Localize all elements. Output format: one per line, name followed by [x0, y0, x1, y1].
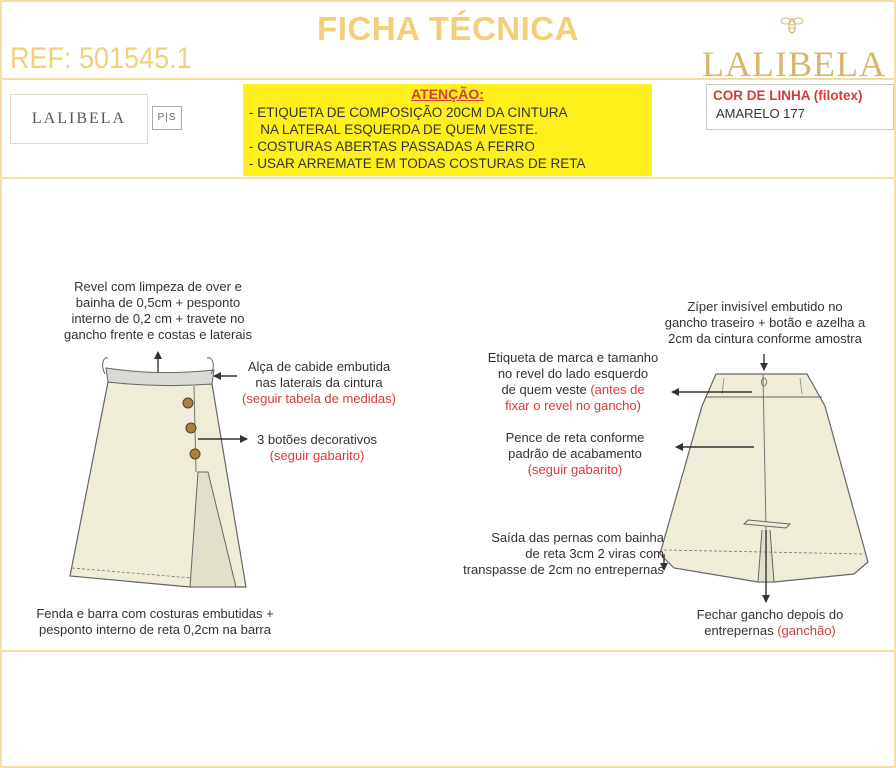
note-line: interno de 0,2 cm + travete no — [71, 311, 245, 326]
note-text: (antes de — [590, 382, 645, 397]
note-text: de quem veste — [501, 382, 591, 397]
note-line: gancho frente e costas e laterais — [64, 327, 252, 342]
note-line: Revel com limpeza de over e — [74, 279, 242, 294]
note-line: transpasse de 2cm no entrepernas — [463, 562, 664, 577]
decorative-button — [183, 398, 193, 408]
saida-note — [432, 530, 664, 578]
note-line: (seguir gabarito) — [269, 448, 365, 463]
note-line: no revel do lado esquerdo — [497, 366, 649, 381]
note-line: (seguir gabarito) — [527, 462, 623, 477]
note-line — [468, 382, 678, 398]
decorative-button — [186, 423, 196, 433]
attention-line: - ETIQUETA DE COMPOSIÇÃO 20CM DA CINTURA — [249, 105, 568, 120]
reference-code: REF: 501545.1 — [10, 42, 192, 75]
alca-note — [224, 359, 414, 407]
brand-name: LALIBELA — [702, 44, 886, 84]
note-line — [670, 623, 870, 639]
garment-drawings — [2, 2, 894, 766]
note-line: 3 botões decorativos — [257, 432, 377, 447]
front-view-drawing — [70, 358, 246, 587]
note-line: bainha de 0,5cm + pesponto — [75, 295, 241, 310]
note-line: (seguir tabela de medidas) — [242, 391, 396, 406]
thread-color-value: AMARELO 177 — [716, 106, 805, 121]
note-text: entrepernas — [704, 623, 778, 638]
attention-line: - USAR ARREMATE EM TODAS COSTURAS DE RETA — [249, 156, 586, 171]
note-line: Zíper invisível embutido no — [687, 299, 843, 314]
note-line: fixar o revel no gancho) — [505, 398, 641, 413]
thread-color-label: COR DE LINHA (filotex) — [713, 88, 863, 103]
attention-line: - COSTURAS ABERTAS PASSADAS A FERRO — [249, 139, 535, 154]
note-line: Etiqueta de marca e tamanho — [487, 350, 659, 365]
page-title: FICHA TÉCNICA — [317, 10, 579, 47]
note-line: Alça de cabide embutida — [247, 359, 391, 374]
note-line: Pence de reta conforme — [505, 430, 645, 445]
etiqueta-note — [468, 350, 678, 414]
revel-note — [24, 279, 292, 343]
note-line: Saída das pernas com bainha — [491, 530, 664, 545]
attention-title: ATENÇÃO: — [411, 86, 484, 102]
ziper-note — [640, 299, 890, 347]
note-line: Fenda e barra com costuras embutidas + — [36, 606, 274, 621]
note-line: 2cm da cintura conforme amostra — [668, 331, 862, 346]
back-view-drawing — [660, 374, 868, 582]
note-line: de reta 3cm 2 viras com — [525, 546, 664, 561]
pence-note — [480, 430, 670, 478]
label-logo: LALIBELA — [10, 94, 148, 144]
fenda-note — [16, 606, 294, 638]
label-size-tag: P|S — [152, 106, 182, 130]
note-line: gancho traseiro + botão e azelha a — [664, 315, 866, 330]
gancho-note — [670, 607, 870, 639]
note-line: nas laterais da cintura — [255, 375, 383, 390]
note-line: pesponto interno de reta 0,2cm na barra — [39, 622, 271, 637]
note-line: padrão de acabamento — [508, 446, 642, 461]
attention-line: NA LATERAL ESQUERDA DE QUEM VESTE. — [249, 122, 538, 137]
decorative-button — [190, 449, 200, 459]
note-text: (ganchão) — [777, 623, 836, 638]
front-waist-facing — [106, 368, 214, 386]
botoes-note — [242, 432, 392, 464]
note-line: Fechar gancho depois do — [696, 607, 844, 622]
